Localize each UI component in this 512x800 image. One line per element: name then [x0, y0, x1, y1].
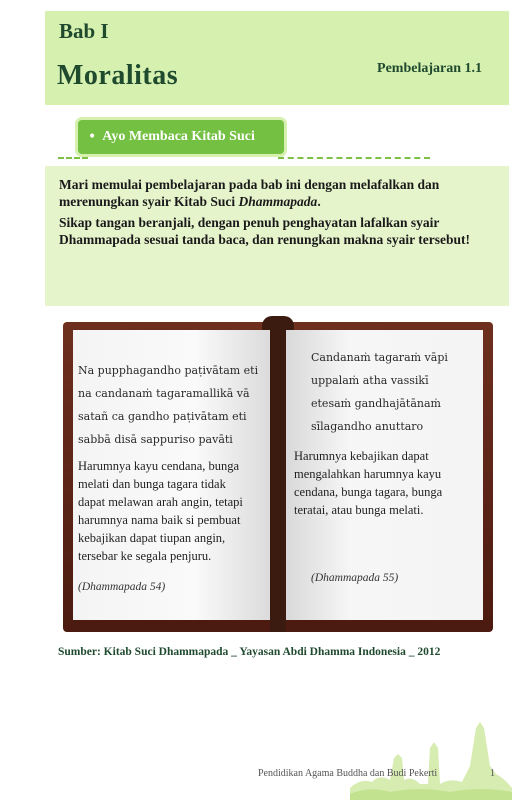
- translation-line: harumnya nama baik si pembuat: [78, 513, 241, 527]
- footer-book-title: Pendidikan Agama Buddha dan Budi Pekerti: [258, 768, 438, 779]
- section-divider-left: [58, 157, 88, 159]
- chapter-number: Bab I: [59, 19, 109, 43]
- verse-line: uppalaṁ atha vassikī: [311, 374, 429, 387]
- verse-reference: (Dhammapada 54): [78, 581, 166, 593]
- page-number: 1: [490, 768, 495, 779]
- verse-line: etesaṁ gandhajātānaṁ: [311, 397, 441, 410]
- section-heading: [78, 120, 284, 154]
- intro-box: [45, 166, 509, 306]
- book-spine: [270, 316, 286, 632]
- bullet-icon: •: [88, 129, 97, 145]
- temple-silhouette-icon: [350, 718, 512, 800]
- chapter-header: [45, 11, 509, 105]
- open-book-illustration: [63, 316, 493, 632]
- translation-line: dapat melawan arah angin, tetapi: [78, 495, 243, 509]
- verse-reference: (Dhammapada 55): [311, 572, 399, 584]
- verse-line: satañ ca gandho paṭivātam eti: [78, 410, 247, 423]
- translation-line: kebajikan dapat tiupan angin,: [78, 531, 226, 545]
- verse-line: sabbā disā sappuriso pavāti: [78, 433, 233, 446]
- book-spine-top: [262, 316, 294, 330]
- intro-paragraph-2: Sikap tangan beranjali, dengan penuh penghayatan lafalkan syair Dhammapada sesuai tanda baca, dan renungkan makna syair tersebut!: [59, 215, 470, 247]
- translation-line: cendana, bunga tagara, bunga: [294, 485, 443, 499]
- translation-line: tersebar ke segala penjuru.: [78, 549, 212, 563]
- translation-line: melati dan bunga tagara tidak: [78, 477, 226, 491]
- translation-line: Harumnya kayu cendana, bunga: [78, 459, 240, 473]
- section-heading-label: Ayo Membaca Kitab Suci: [102, 129, 255, 144]
- verse-line: sīlagandho anuttaro: [311, 420, 424, 433]
- section-divider-right: [278, 157, 430, 159]
- translation-line: mengalahkan harumnya kayu: [294, 467, 442, 481]
- translation-line: teratai, atau bunga melati.: [294, 503, 424, 517]
- lesson-number: Pembelajaran 1.1: [377, 61, 482, 76]
- verse-line: Candanaṁ tagaraṁ vāpi: [311, 351, 448, 364]
- verse-line: Na pupphagandho paṭivātam eti: [78, 364, 259, 377]
- chapter-title: Moralitas: [57, 60, 179, 91]
- translation-line: Harumnya kebajikan dapat: [294, 449, 429, 463]
- source-citation: Sumber: Kitab Suci Dhammapada _ Yayasan Abdi Dhamma Indonesia _ 2012: [58, 646, 441, 658]
- dhammapada-emphasis: Dhammapada: [238, 194, 318, 209]
- verse-line: na candanaṁ tagaramallikā vā: [78, 387, 250, 400]
- intro-paragraph-1: Mari memulai pembelajaran pada bab ini dengan melafalkan dan merenungkan syair Kitab Suci Dhammapada.: [59, 177, 440, 209]
